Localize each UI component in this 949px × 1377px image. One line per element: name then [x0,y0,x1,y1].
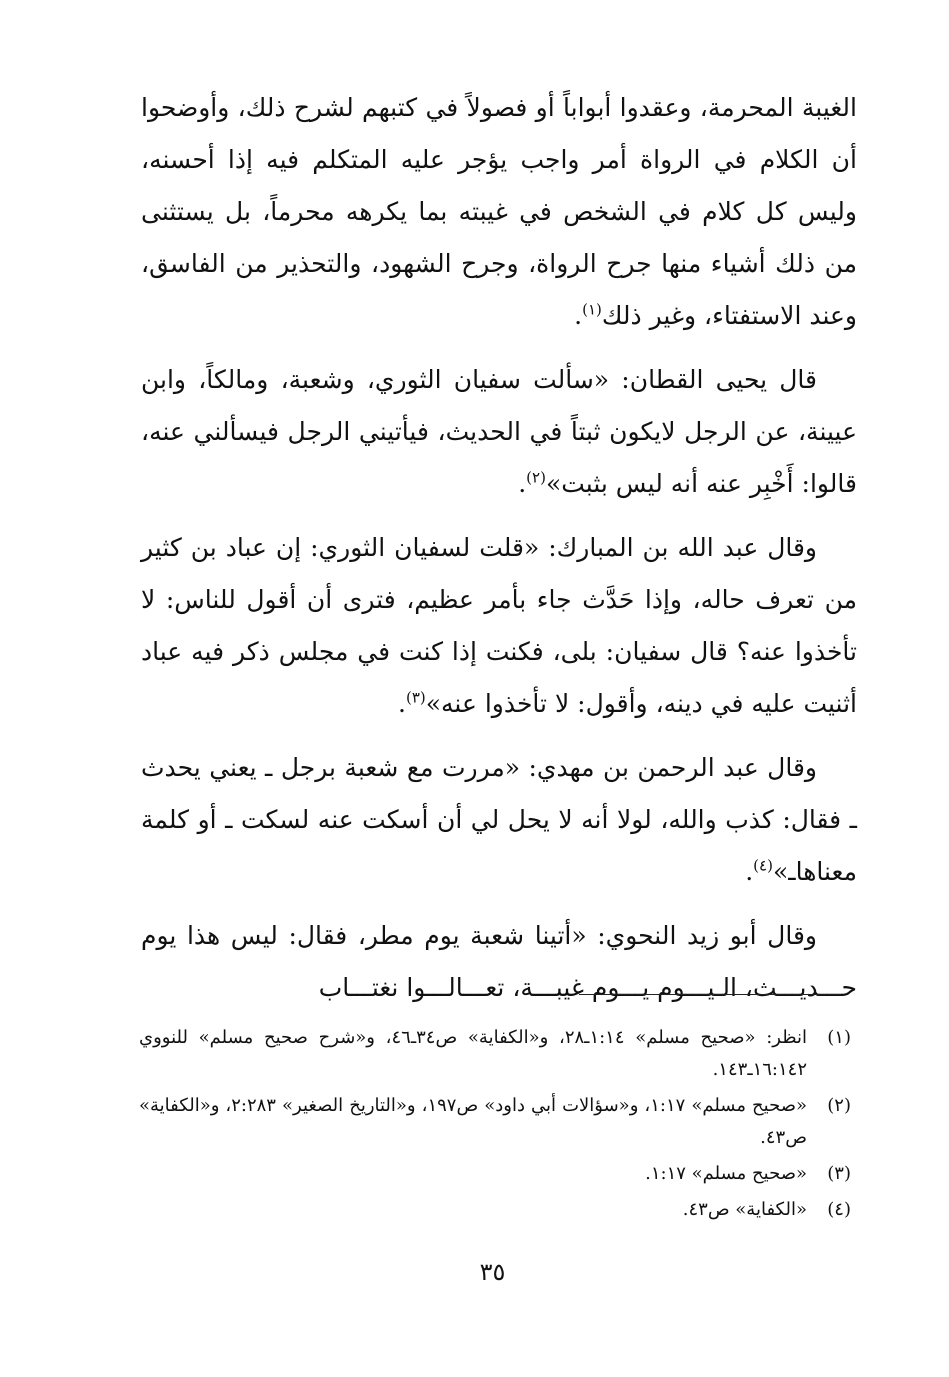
paragraph-4 [141,742,857,898]
footnote-ref-4: (٤) [753,856,773,875]
paragraph-5 [141,910,857,1014]
paragraph-3-tail: . [398,689,406,718]
paragraph-1-tail: . [574,301,583,330]
footnote-2 [139,1090,851,1154]
paragraph-3 [141,522,857,730]
paragraph-5-text: وقال أبو زيد النحوي: «أتينا شعبة يوم مطر، فقال: ليس هذا يوم حـــديـــث، الـيـــوم يـــوم غيبـــة، تعـــالـــوا نغتـــاب [141,921,857,1002]
footnote-text: انظر: «صحيح مسلم» ١:١٤ـ٢٨، و«الكفاية» ص٣٤ـ٤٦، و«شرح صحيح مسلم» للنووي ١٦:١٤٢ـ١٤٣. [139,1027,807,1080]
paragraph-4-text: وقال عبد الرحمن بن مهدي: «مررت مع شعبة برجل ـ يعني يحدث ـ فقال: كذب والله، لولا أنه لا يحل لي أن أسكت عنه لسكت ـ أو كلمة معناهاـ» [141,753,857,886]
footnote-number: (٣) [827,1163,851,1184]
main-text [141,82,857,1026]
paragraph-3-text: وقال عبد الله بن المبارك: «قلت لسفيان الثوري: إن عباد بن كثير من تعرف حاله، وإذا حَدَّث جاء بأمر عظيم، فترى أن أقول للناس: لا تأخذوا عنه؟ قال سفيان: بلى، فكنت إذا كنت في مجلس ذكر فيه عباد أثنيت عليه في دينه، وأقول: لا تأخذوا عنه» [141,533,857,718]
footnote-text: «صحيح مسلم» ١:١٧. [645,1163,807,1184]
footnote-separator [579,994,841,995]
footnote-ref-3: (٣) [405,688,426,707]
footnote-1 [139,1022,851,1086]
paragraph-4-tail: . [745,857,754,886]
paragraph-2-text: قال يحيى القطان: «سألت سفيان الثوري، وشعبة، ومالكاً، وابن عيينة، عن الرجل لايكون ثبتاً في الحديث، فيأتيني الرجل فيسألني عنه، قالوا: أَخْبِر عنه أنه ليس بثبت» [141,365,857,498]
paragraph-1 [141,82,857,342]
footnote-text: «الكفاية» ص٤٣. [682,1199,807,1220]
footnote-3 [139,1158,851,1190]
footnote-number: (١) [827,1027,851,1048]
footnote-ref-1: (١) [582,300,602,319]
footnote-4 [139,1194,851,1226]
footnote-ref-2: (٢) [526,468,546,487]
paragraph-2-tail: . [518,469,527,498]
footnote-number: (٢) [827,1095,851,1116]
paragraph-1-text: الغيبة المحرمة، وعقدوا أبواباً أو فصولاً في كتبهم لشرح ذلك، وأوضحوا أن الكلام في الرواة أمر واجب يؤجر عليه المتكلم فيه إذا أحسنه، وليس كل كلام في الشخص في غيبته بما يكرهه محرماً، بل يستثنى من ذلك أشياء منها جرح الرواة، وجرح الشهود، والتحذير من الفاسق، وعند الاستفتاء، وغير ذلك [141,93,857,330]
footnotes [139,1022,851,1230]
footnote-text: «صحيح مسلم» ١:١٧، و«سؤالات أبي داود» ص١٩٧، و«التاريخ الصغير» ٢:٢٨٣، و«الكفاية» ص٤٣. [139,1095,807,1148]
footnote-number: (٤) [827,1199,851,1220]
page-number: ٣٥ [479,1258,506,1286]
paragraph-2 [141,354,857,510]
